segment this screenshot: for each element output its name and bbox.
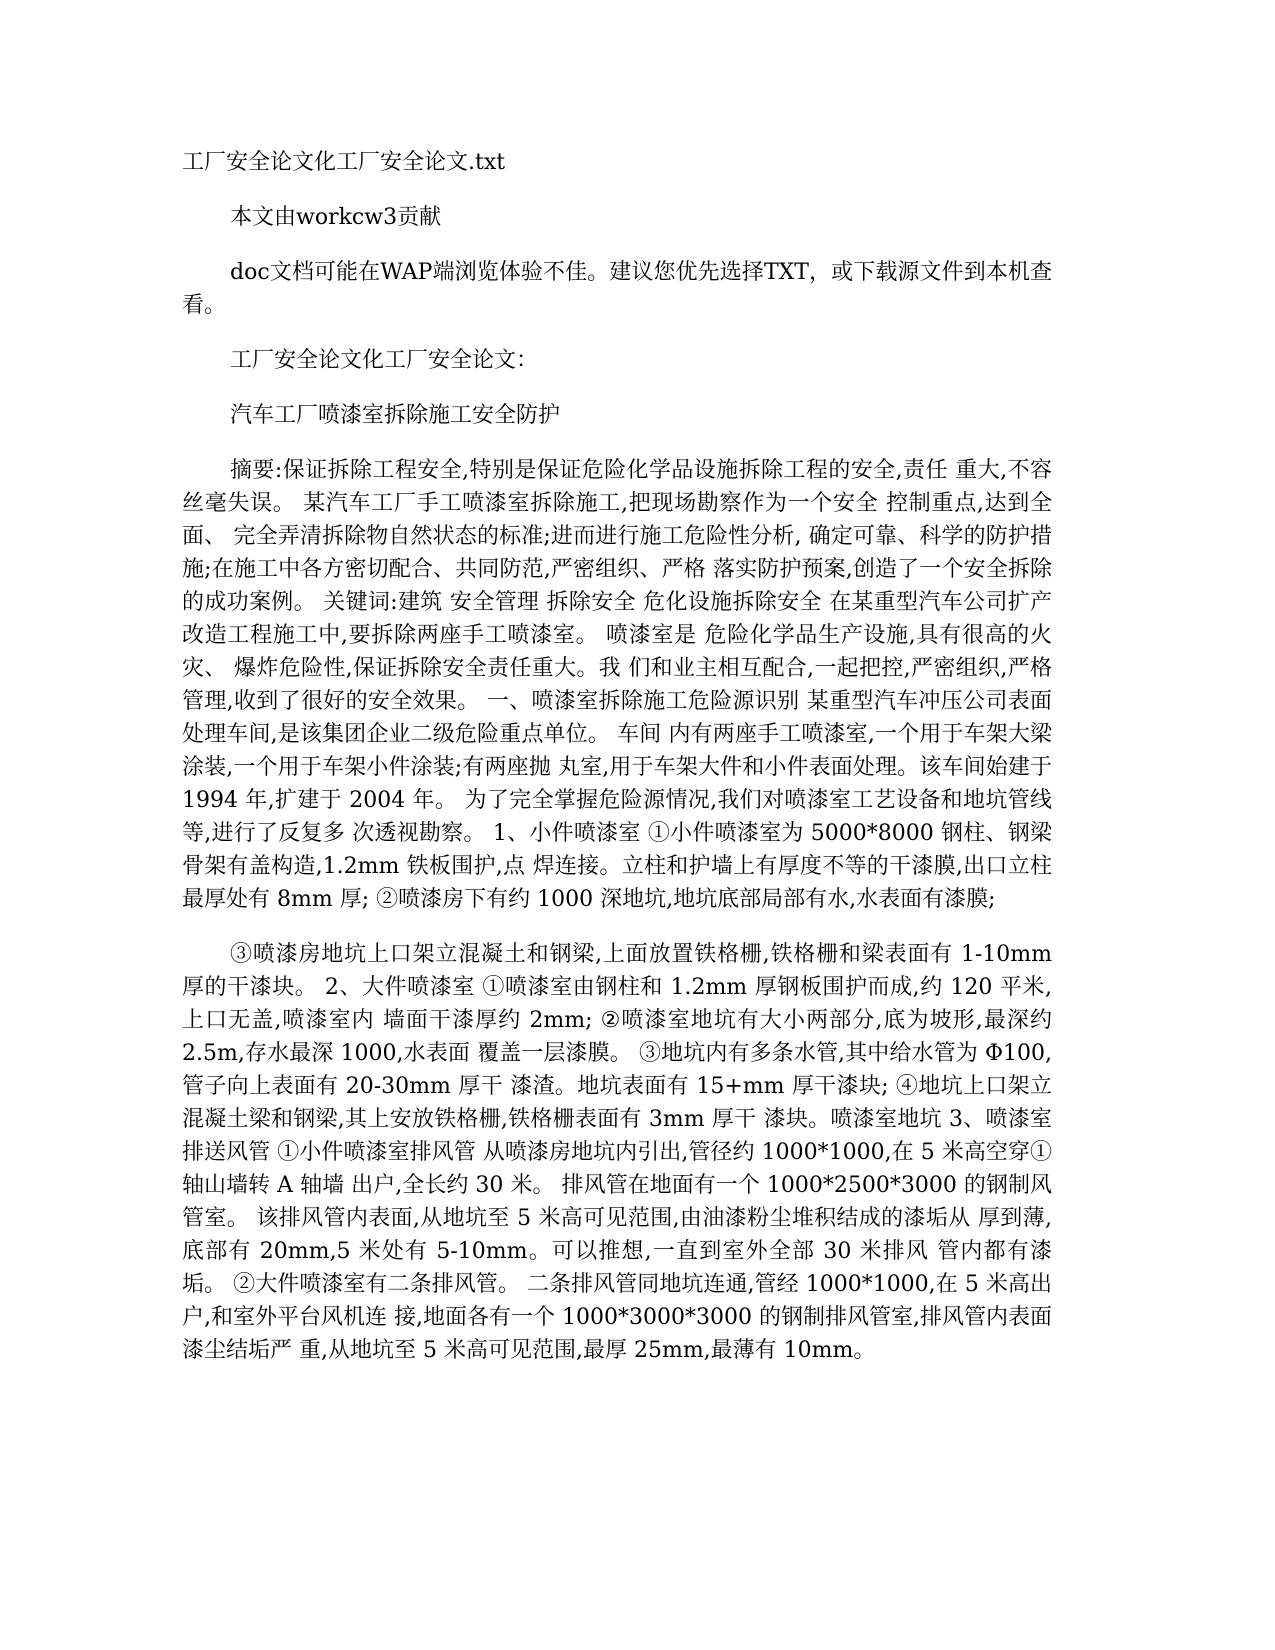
body-paragraph: 摘要:保证拆除工程安全,特别是保证危险化学品设施拆除工程的安全,责任 重大,不容丝毫失误。 某汽车工厂手工喷漆室拆除施工,把现场勘察作为一个安全 控制重点,达到全面、 完全弄清拆除物自然状态的标准;进而进行施工危险性分析, 确定可靠、科学的防护措施;在施工中各方密切配合、共同防范,严密组织、严格 落实防护预案,创造了一个安全拆除的成功案例。 关键词:建筑 安全管理 拆除安全 危化设施拆除安全 在某重型汽车公司扩产改造工程施工中,要拆除两座手工喷漆室。 喷漆室是 危险化学品生产设施,具有很高的火灾、 爆炸危险性,保证拆除安全责任重大。我 们和业主相互配合,一起把控,严密组织,严格管理,收到了很好的安全效果。 一、喷漆室拆除施工危险源识别 某重型汽车冲压公司表面处理车间,是该集团企业二级危险重点单位。 车间 内有两座手工喷漆室,一个用于车架大梁涂装,一个用于车架小件涂装;有两座抛 丸室,用于车架大件和小件表面处理。该车间始建于 1994 年,扩建于 2004 年。 为了完全掌握危险源情况,我们对喷漆室工艺设备和地坑管线等,进行了反复多 次透视勘察。 1、小件喷漆室 ①小件喷漆室为 5000*8000 钢柱、钢梁骨架有盖构造,1.2mm 铁板围护,点 焊连接。立柱和护墙上有厚度不等的干漆膜,出口立柱最厚处有 8mm 厚; ②喷漆房下有约 1000 深地坑,地坑底部局部有水,水表面有漆膜; — [182, 458, 1052, 912]
format-notice: doc文档可能在WAP端浏览体验不佳。建议您优先选择TXT，或下载源文件到本机查看。 — [182, 260, 1052, 318]
article-subheading: 汽车工厂喷漆室拆除施工安全防护 — [230, 403, 561, 428]
document-body — [182, 146, 1052, 1389]
article-heading: 工厂安全论文化工厂安全论文： — [230, 348, 539, 373]
body-paragraph: ③喷漆房地坑上口架立混凝土和钢梁,上面放置铁格栅,铁格栅和梁表面有 1-10mm 厚的干漆块。 2、大件喷漆室 ①喷漆室由钢柱和 1.2mm 厚钢板围护而成,约 120 平米,上口无盖,喷漆室内 墙面干漆厚约 2mm; ②喷漆室地坑有大小两部分,底为坡形,最深约 2.5m,存水最深 1000,水表面 覆盖一层漆膜。 ③地坑内有多条水管,其中给水管为 Φ100,管子向上表面有 20-30mm 厚干 漆渣。地坑表面有 15+mm 厚干漆块; ④地坑上口架立混凝土梁和钢梁,其上安放铁格栅,铁格栅表面有 3mm 厚干 漆块。喷漆室地坑 3、喷漆室排送风管 ①小件喷漆室排风管 从喷漆房地坑内引出,管径约 1000*1000,在 5 米高空穿①轴山墙转 A 轴墙 出户,全长约 30 米。 排风管在地面有一个 1000*2500*3000 的钢制风管室。 该排风管内表面,从地坑至 5 米高可见范围,由油漆粉尘堆积结成的漆垢从 厚到薄,底部有 20mm,5 米处有 5-10mm。可以推想,一直到室外全部 30 米排风 管内都有漆垢。 ②大件喷漆室有二条排风管。 二条排风管同地坑连通,管经 1000*1000,在 5 米高出户,和室外平台风机连 接,地面各有一个 1000*3000*3000 的钢制排风管室,排风管内表面漆尘结垢严 重,从地坑至 5 米高可见范围,最厚 25mm,最薄有 10mm。 — [182, 942, 1052, 1363]
document-title: 工厂安全论文化工厂安全论文.txt — [182, 150, 506, 175]
contributor-line: 本文由workcw3贡献 — [230, 205, 442, 230]
